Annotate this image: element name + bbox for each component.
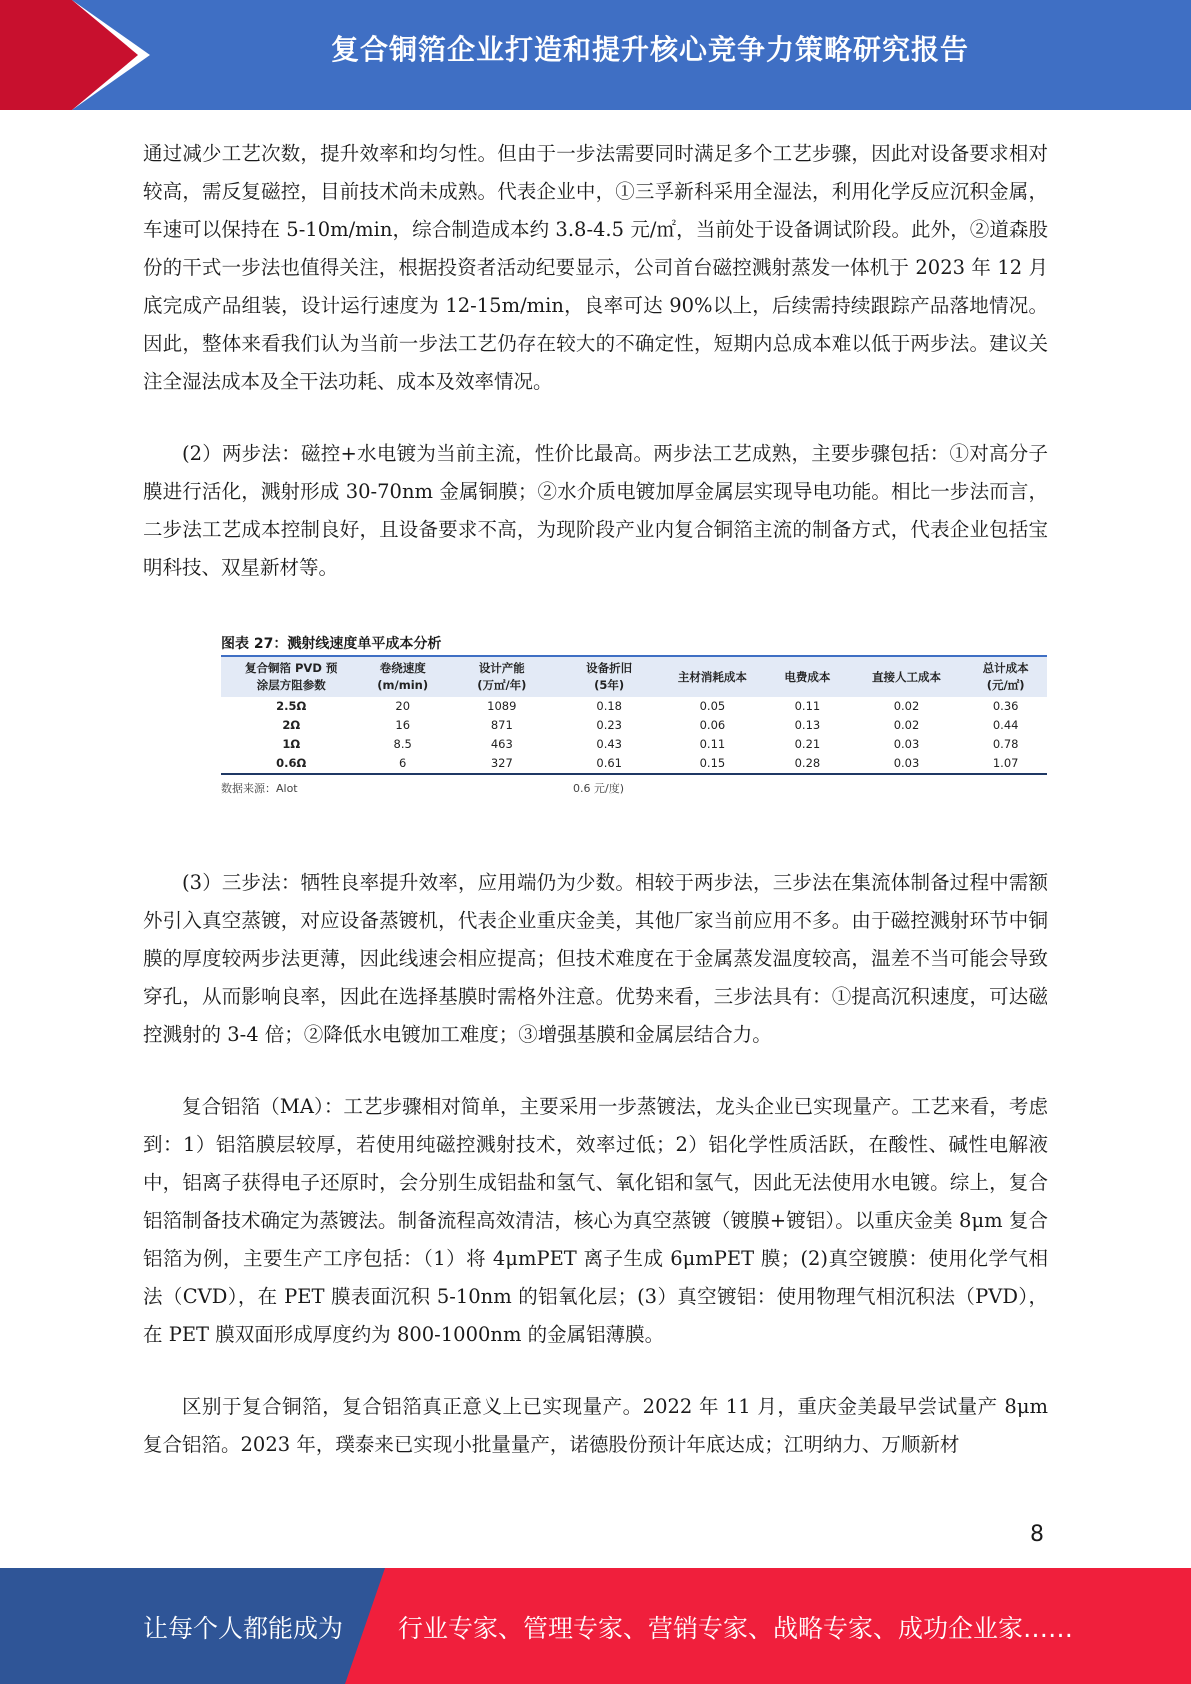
table-cell: 0.28 [794,756,821,770]
column-header: 卷绕速度 (m/min) [361,657,444,697]
table-cell: 0.61 [596,756,622,770]
table-cell: 1089 [487,699,517,713]
table-cell: 0.43 [596,737,622,751]
paragraph-one-step-method: 通过减少工艺次数，提升效率和均匀性。但由于一步法需要同时满足多个工艺步骤，因此对设备要求相对较高，需反复磁控，目前技术尚未成熟。代表企业中，①三孚新科采用全湿法，利用化学反应沉积金属，车速可以保持在 5-10m/min，综合制造成本约 3.8-4.5 元/㎡，当前处于设备调试阶段。此外，②道森股份的干式一步法也值得关注，根据投资者活动纪要显示，公司首台磁控溅射蒸发一体机于 2023 年 12 月底完成产品组装，设计运行速度为 12-15m/min，良率可达 90%以上，后续需持续跟踪产品落地情况。因此，整体来看我们认为当前一步法工艺仍存在较大的不确定性，短期内总成本难以低于两步法。建议关注全湿法成本及全干法功耗、成本及效率情况。 [143,142,1048,393]
table-row [221,754,1047,773]
table-cell: 20 [395,699,411,713]
table-row [221,697,1047,716]
table-note: 0.6 元/度) [573,782,624,795]
table-cell: 0.18 [596,699,622,713]
header-arrow-icon [72,0,138,110]
column-header: 复合铜箔 PVD 预 涂层方阻参数 [221,657,361,697]
table-cell: 8.5 [393,737,412,751]
table-source-line [221,775,1047,797]
table-header-row [221,657,1047,697]
table-cell: 0.11 [699,737,726,751]
main-content-lower [143,864,1048,1464]
cost-analysis-table [221,657,1047,773]
table-cell: 0.36 [992,699,1019,713]
report-title: 复合铜箔企业打造和提升核心竞争力策略研究报告 [330,33,969,66]
table-cell: 327 [490,756,513,770]
footer-slogan-right: 行业专家、管理专家、营销专家、战略专家、成功企业家…… [398,1614,1074,1643]
paragraph-composite-aluminum: 复合铝箔（MA）：工艺步骤相对简单，主要采用一步蒸镀法，龙头企业已实现量产。工艺来看，考虑到：1）铝箔膜层较厚，若使用纯磁控溅射技术，效率过低；2）铝化学性质活跃，在酸性、碱性电解液中，铝离子获得电子还原时，会分别生成铝盐和氢气、氧化铝和氢气，因此无法使用水电镀。综上，复合铝箔制备技术确定为蒸镀法。制备流程高效清洁，核心为真空蒸镀（镀膜+镀铝）。以重庆金美 8μm 复合铝箔为例，主要生产工序包括：（1）将 4μmPET 离子生成 6μmPET 膜；(2)真空镀膜：使用化学气相法（CVD），在 PET 膜表面沉积 5-10nm 的铝氧化层；(3）真空镀铝：使用物理气相沉积法（PVD），在 PET 膜双面形成厚度约为 800-1000nm 的金属铝薄膜。 [143,1095,1048,1346]
footer-slogan-left: 让每个人都能成为 [143,1614,344,1643]
table-cell: 0.15 [699,756,726,770]
table-cell: 0.05 [699,699,726,713]
table-cell: 0.02 [893,718,920,732]
page-number: 8 [1030,1522,1044,1547]
paragraph-mass-production: 区别于复合铜箔，复合铝箔真正意义上已实现量产。2022 年 11 月，重庆金美最早尝试量产 8μm 复合铝箔。2023 年，璞泰来已实现小批量量产，诺德股份预计年底达成；江明纳力、万顺新材 [143,1395,1048,1456]
column-header: 设备折旧 (5年) [560,657,659,697]
page-footer [0,1568,1191,1684]
column-header: 直接人工成本 [849,657,965,697]
table-cell: 1Ω [282,737,301,751]
table-cell: 0.23 [596,718,622,732]
table-cell: 2Ω [282,718,301,732]
table-cell: 6 [399,756,407,770]
cost-analysis-table-block [221,633,1047,797]
table-row [221,716,1047,735]
table-cell: 0.03 [893,756,920,770]
column-header: 主材消耗成本 [659,657,766,697]
column-header: 电费成本 [766,657,849,697]
table-cell: 871 [490,718,513,732]
table-cell: 0.6Ω [276,756,307,770]
table-source: 数据来源：Alot [221,782,298,795]
table-cell: 0.02 [893,699,920,713]
table-row [221,735,1047,754]
table-cell: 0.44 [992,718,1019,732]
table-cell: 0.13 [794,718,821,732]
header-red-block [0,0,72,110]
table-cell: 2.5Ω [276,699,307,713]
table-cell: 0.03 [893,737,920,751]
column-header: 总计成本 (元/㎡) [964,657,1047,697]
table-title: 图表 27：溅射线速度单平成本分析 [221,636,442,652]
main-content [143,135,1048,587]
column-header: 设计产能 (万㎡/年) [444,657,560,697]
table-cell: 16 [395,718,411,732]
table-cell: 0.78 [992,737,1019,751]
table-cell: 0.06 [699,718,726,732]
table-cell: 0.11 [794,699,821,713]
paragraph-two-step-method: (2）两步法：磁控+水电镀为当前主流，性价比最高。两步法工艺成熟，主要步骤包括：①对高分子膜进行活化，溅射形成 30-70nm 金属铜膜；②水介质电镀加厚金属层实现导电功能。相比一步法而言，二步法工艺成本控制良好，且设备要求不高，为现阶段产业内复合铜箔主流的制备方式，代表企业包括宝明科技、双星新材等。 [143,442,1048,579]
table-cell: 0.21 [794,737,821,751]
paragraph-three-step-method: (3）三步法：牺牲良率提升效率，应用端仍为少数。相较于两步法，三步法在集流体制备过程中需额外引入真空蒸镀，对应设备蒸镀机，代表企业重庆金美，其他厂家当前应用不多。由于磁控溅射环节中铜膜的厚度较两步法更薄，因此线速会相应提高；但技术难度在于金属蒸发温度较高，温差不当可能会导致穿孔，从而影响良率，因此在选择基膜时需格外注意。优势来看，三步法具有：①提高沉积速度，可达磁控溅射的 3-4 倍；②降低水电镀加工难度；③增强基膜和金属层结合力。 [143,871,1048,1046]
table-cell: 463 [490,737,513,751]
table-cell: 1.07 [992,756,1019,770]
page-header [0,0,1191,110]
